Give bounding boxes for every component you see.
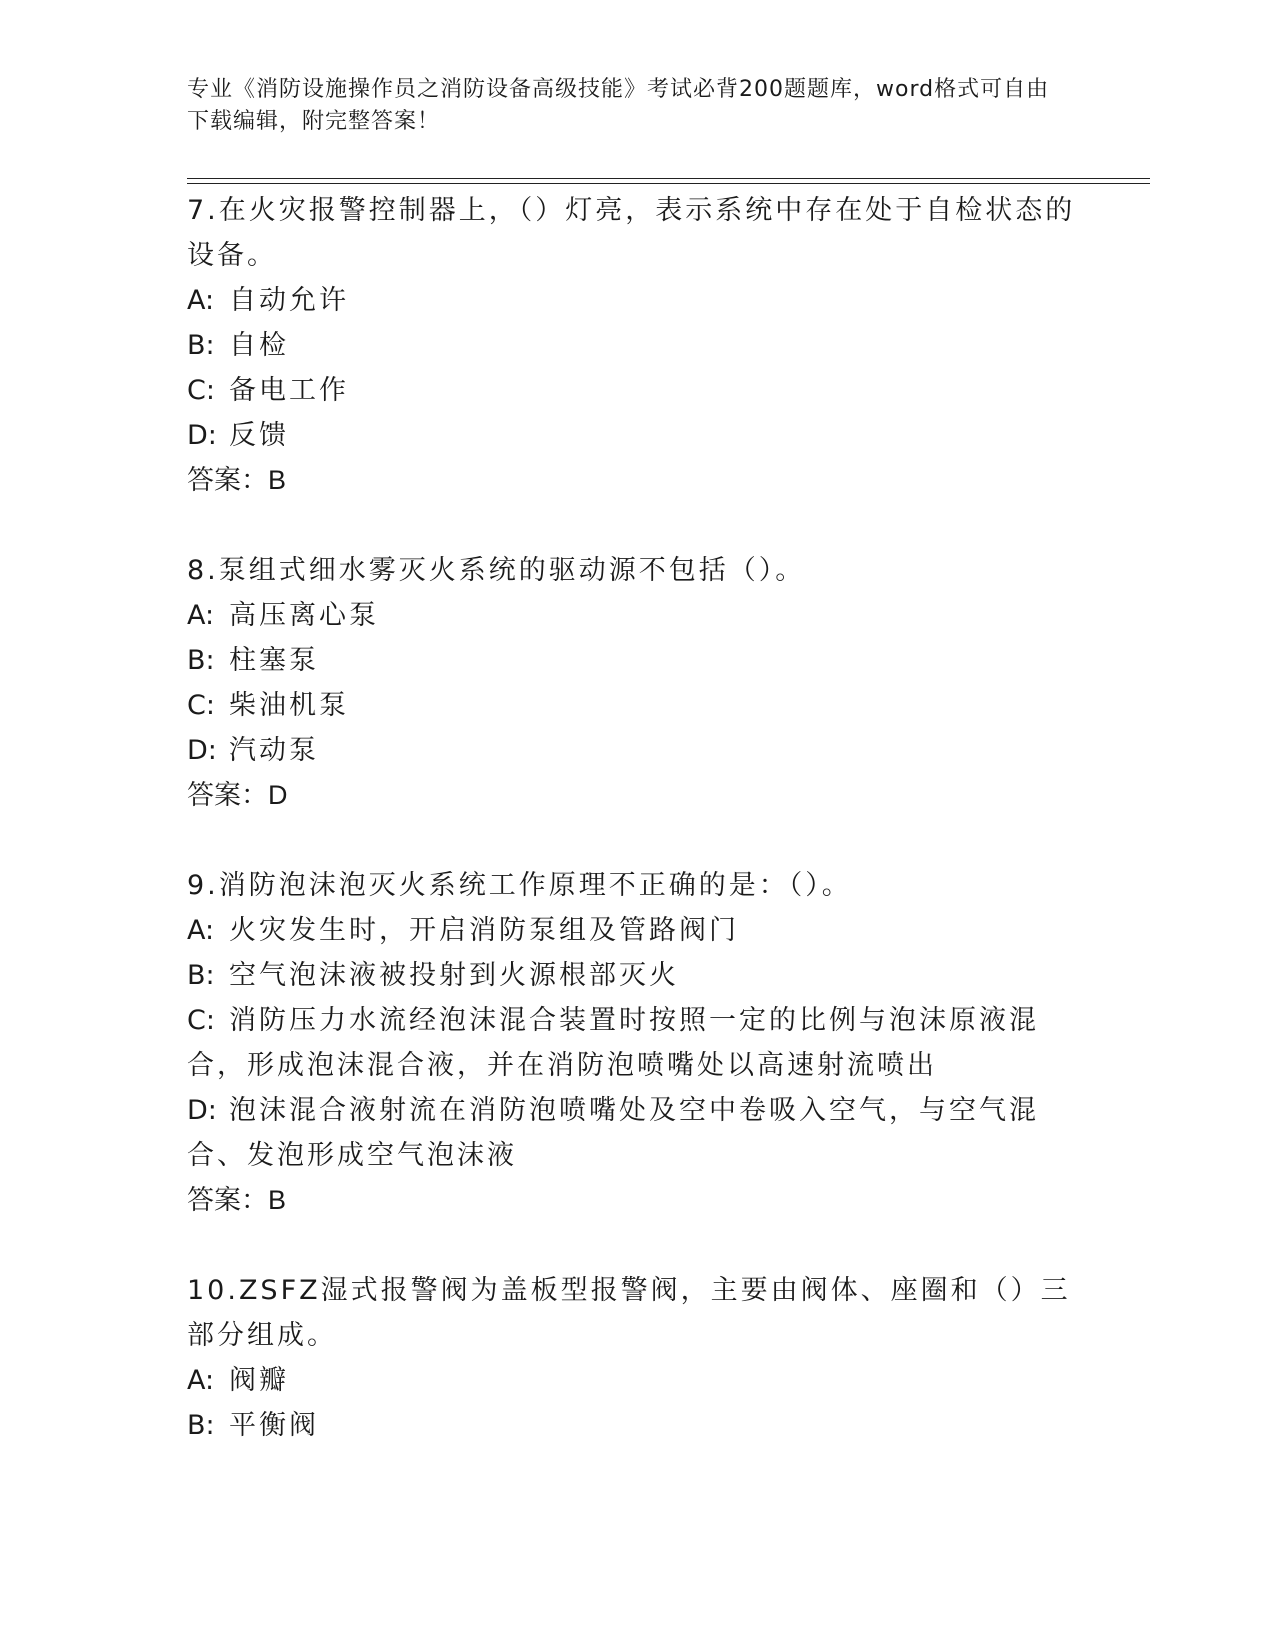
option-c bbox=[187, 998, 1087, 1088]
option-a bbox=[187, 908, 1087, 953]
option-a bbox=[187, 1358, 1087, 1403]
option-letter: D: bbox=[187, 420, 217, 451]
option-d bbox=[187, 728, 1087, 773]
option-letter: A: bbox=[187, 1365, 215, 1396]
option-c bbox=[187, 368, 1087, 413]
option-text: 自动允许 bbox=[229, 285, 349, 316]
option-text: 平衡阀 bbox=[229, 1410, 319, 1441]
option-letter: C: bbox=[187, 375, 215, 406]
question-stem: 8.泵组式细水雾灭火系统的驱动源不包括（）。 bbox=[187, 555, 806, 586]
option-text: 汽动泵 bbox=[229, 735, 319, 766]
option-b bbox=[187, 1403, 1087, 1448]
option-b bbox=[187, 638, 1087, 683]
option-letter: D: bbox=[187, 1095, 217, 1126]
option-letter: A: bbox=[187, 285, 215, 316]
question-stem: 10.ZSFZ湿式报警阀为盖板型报警阀，主要由阀体、座圈和（）三部分组成。 bbox=[187, 1275, 1071, 1351]
option-letter: C: bbox=[187, 1005, 215, 1036]
header-divider-top bbox=[187, 178, 1150, 179]
option-text: 高压离心泵 bbox=[229, 600, 379, 631]
option-letter: B: bbox=[187, 645, 215, 676]
option-letter: A: bbox=[187, 600, 215, 631]
document-intro: 专业《消防设施操作员之消防设备高级技能》考试必背200题题库，word格式可自由下载编辑，附完整答案！ bbox=[187, 77, 1050, 134]
option-text: 自检 bbox=[229, 330, 289, 361]
option-c bbox=[187, 683, 1087, 728]
option-text: 反馈 bbox=[229, 420, 289, 451]
question-stem: 7.在火灾报警控制器上，（）灯亮，表示系统中存在处于自检状态的设备。 bbox=[187, 195, 1076, 271]
option-a bbox=[187, 593, 1087, 638]
option-d bbox=[187, 413, 1087, 458]
option-text: 阀瓣 bbox=[229, 1365, 289, 1396]
question-8 bbox=[187, 548, 1087, 818]
question-stem: 9.消防泡沫泡灭火系统工作原理不正确的是：（）。 bbox=[187, 870, 852, 901]
option-text: 备电工作 bbox=[229, 375, 349, 406]
option-letter: D: bbox=[187, 735, 217, 766]
option-text: 柱塞泵 bbox=[229, 645, 319, 676]
option-text: 消防压力水流经泡沫混合装置时按照一定的比例与泡沫原液混合，形成泡沫混合液，并在消防泡喷嘴处以高速射流喷出 bbox=[187, 1005, 1039, 1081]
option-b bbox=[187, 953, 1087, 998]
option-letter: B: bbox=[187, 330, 215, 361]
answer-line: 答案：D bbox=[187, 780, 288, 810]
answer-line: 答案：B bbox=[187, 465, 287, 495]
option-letter: B: bbox=[187, 960, 215, 991]
question-10 bbox=[187, 1268, 1087, 1448]
option-a bbox=[187, 278, 1087, 323]
header-divider-bottom bbox=[187, 183, 1150, 184]
option-letter: C: bbox=[187, 690, 215, 721]
question-7 bbox=[187, 188, 1087, 503]
option-text: 火灾发生时，开启消防泵组及管路阀门 bbox=[229, 915, 739, 946]
option-letter: A: bbox=[187, 915, 215, 946]
question-9 bbox=[187, 863, 1087, 1223]
option-text: 泡沫混合液射流在消防泡喷嘴处及空中卷吸入空气，与空气混合、发泡形成空气泡沫液 bbox=[187, 1095, 1039, 1171]
option-d bbox=[187, 1088, 1087, 1178]
option-letter: B: bbox=[187, 1410, 215, 1441]
answer-line: 答案：B bbox=[187, 1185, 287, 1215]
option-b bbox=[187, 323, 1087, 368]
question-list bbox=[187, 188, 1087, 1493]
option-text: 空气泡沫液被投射到火源根部灭火 bbox=[229, 960, 679, 991]
option-text: 柴油机泵 bbox=[229, 690, 349, 721]
